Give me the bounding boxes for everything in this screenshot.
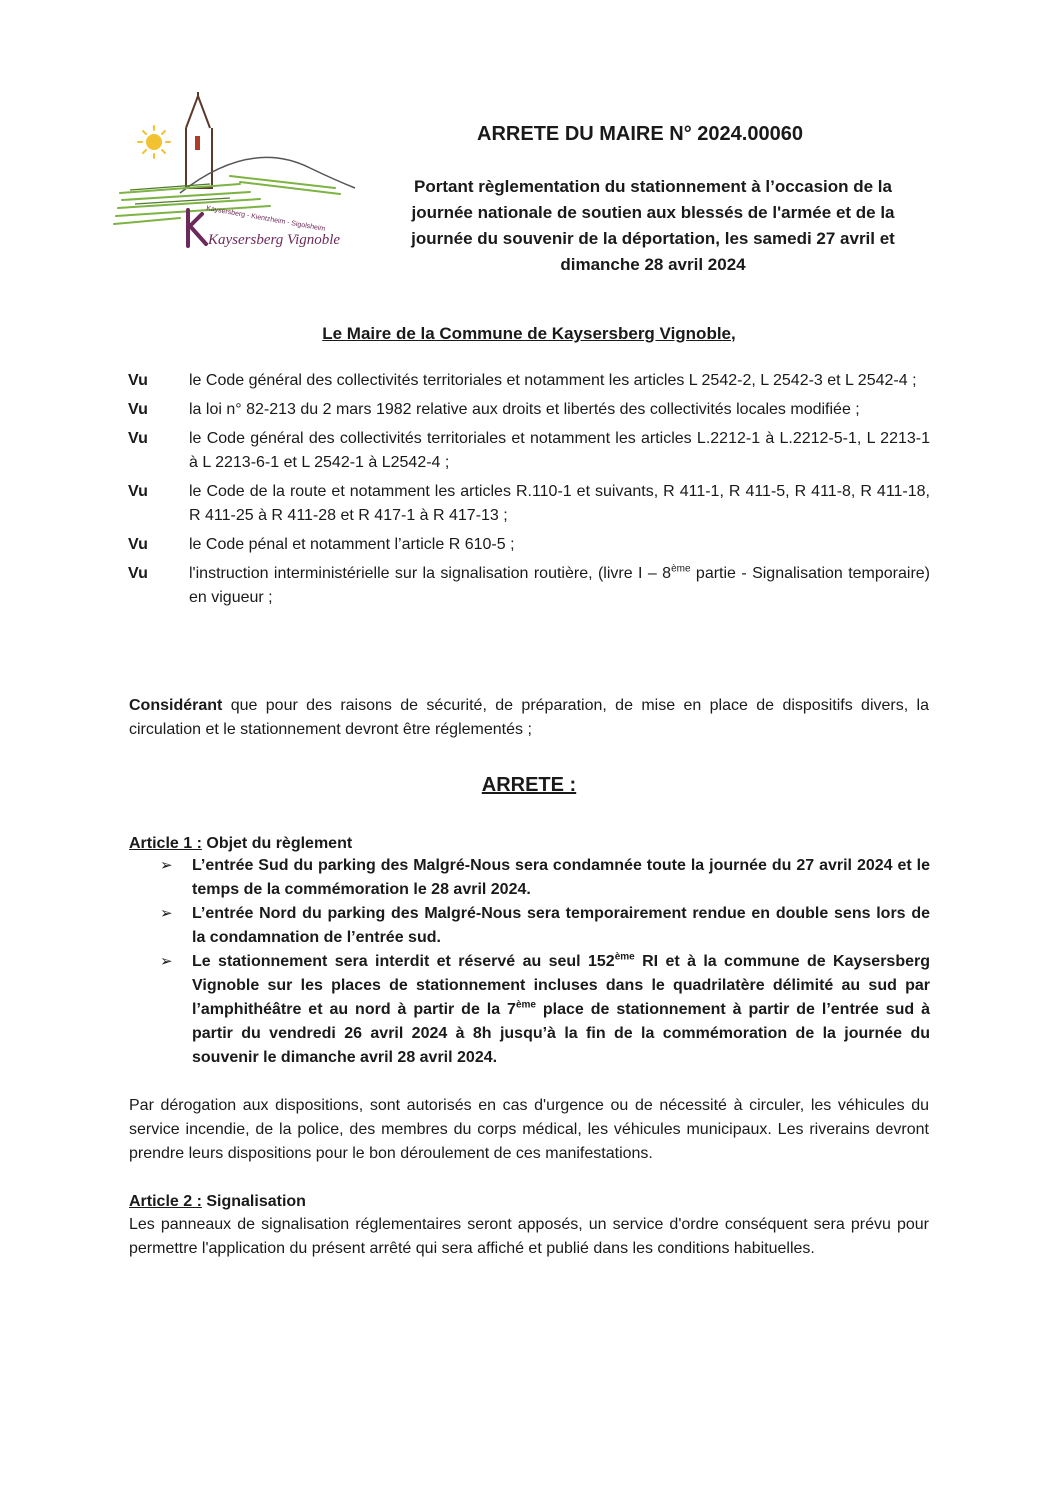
- considerant-text: que pour des raisons de sécurité, de préparation, de mise en place de dispositifs divers, la circulation et le stationnement devront être réglementés ;: [129, 697, 929, 738]
- logo-subtext: Kaysersberg - Kientzheim - Sigolsheim: [205, 205, 326, 233]
- bullet-text: [192, 950, 930, 1070]
- vu-item: [128, 562, 930, 610]
- article-2-heading: [129, 1190, 306, 1214]
- vu-item: [128, 398, 930, 422]
- article-2-title: Signalisation: [201, 1193, 306, 1210]
- commune-logo: [110, 88, 360, 253]
- list-item: [160, 950, 930, 1070]
- logo-name: Kaysersberg Vignoble: [208, 232, 341, 248]
- vu-item: [128, 427, 930, 475]
- vu-list: [128, 369, 930, 615]
- bullet-text-part: Le stationnement sera interdit et réservé au seul 152: [192, 953, 615, 970]
- article-1-title: Objet du règlement: [201, 835, 353, 852]
- considerant-paragraph: [129, 694, 929, 742]
- bullet-text: L’entrée Sud du parking des Malgré-Nous sera condamnée toute la journée du 27 avril 2024 et le temps de la commémoration le 28 avril 2024.: [192, 857, 930, 898]
- vu-text: le Code général des collectivités territoriales et notamment les articles L.2212-1 à L.2212-5-1, L 2213-1 à L 2213-6-1 et L 2542-1 à L2542-4 ;: [189, 430, 930, 471]
- arrete-heading: ARRETE :: [481, 774, 577, 796]
- vu-text: le Code de la route et notamment les articles R.110-1 et suivants, R 411-1, R 411-5, R 411-8, R 411-18, R 411-25 à R 411-28 et R 417-1 à R 417-13 ;: [189, 483, 930, 524]
- arrow-bullet-icon: ➢: [160, 857, 173, 874]
- vu-text: la loi n° 82-213 du 2 mars 1982 relative aux droits et libertés des collectivités locales modifiée ;: [189, 401, 860, 418]
- bullet-text-part: RI et à la commune de Kaysersberg Vignoble sur les places de stationnement incluses dans le quadrilatère délimité au sud par l’amphithéâtre et au nord à partir de la 7: [192, 953, 930, 1018]
- article-2-label: Article 2 :: [129, 1193, 202, 1210]
- vu-text: le Code général des collectivités territoriales et notamment les articles L 2542-2, L 2542-3 et L 2542-4 ;: [189, 372, 917, 389]
- derogation-paragraph: Par dérogation aux dispositions, sont autorisés en cas d'urgence ou de nécessité à circuler, les véhicules du service incendie, de la police, des membres du corps médical, les véhicules municipaux. Les riverains devront prendre leurs dispositions pour le bon déroulement de ces manifestations.: [129, 1097, 929, 1162]
- logo-graphic: [110, 88, 360, 253]
- vu-text-part: partie - Signalisation temporaire) en vigueur ;: [189, 565, 930, 606]
- vu-label: Vu: [128, 565, 148, 582]
- vu-label: Vu: [128, 536, 148, 553]
- decree-title: ARRETE DU MAIRE N° 2024.00060: [477, 123, 803, 145]
- vu-text: [189, 562, 930, 610]
- vu-item: [128, 480, 930, 528]
- vu-item: [128, 533, 930, 557]
- vu-label: Vu: [128, 401, 148, 418]
- arrow-bullet-icon: ➢: [160, 905, 173, 922]
- superscript: ème: [515, 999, 536, 1011]
- article-1-heading: [129, 832, 352, 856]
- list-item: [160, 854, 930, 902]
- article-2-text: Les panneaux de signalisation réglementaires seront apposés, un service d'ordre conséquent sera prévu pour permettre l'application du présent arrêté qui sera affiché et publié dans les conditions habituelles.: [129, 1216, 929, 1257]
- decree-subtitle: Portant règlementation du stationnement à l’occasion de la journée nationale de soutien aux blessés de l'armée et de la journée du souvenir de la déportation, les samedi 27 avril et dimanche 28 avril 2024: [411, 177, 895, 274]
- bullet-text-part: place de stationnement à partir de l’entrée sud à partir du vendredi 26 avril 2024 à 8h jusqu’à la fin de la commémoration de la journée du souvenir le dimanche avril 28 avril 2024.: [192, 1001, 930, 1066]
- vu-text-part: l'instruction interministérielle sur la signalisation routière, (livre I – 8: [189, 565, 672, 582]
- sun-icon: [138, 126, 170, 158]
- list-item: [160, 902, 930, 950]
- arrow-bullet-icon: ➢: [160, 953, 173, 970]
- considerant-label: Considérant: [129, 697, 223, 714]
- vu-label: Vu: [128, 430, 148, 447]
- vu-label: Vu: [128, 483, 148, 500]
- article-1-label: Article 1 :: [129, 835, 202, 852]
- vu-text: le Code pénal et notamment l’article R 610-5 ;: [189, 536, 515, 553]
- mayor-line: Le Maire de la Commune de Kaysersberg Vignoble,: [322, 324, 736, 343]
- article-1-bullets: [160, 854, 930, 1070]
- vu-label: Vu: [128, 372, 148, 389]
- superscript: ème: [614, 951, 635, 963]
- bullet-text: L’entrée Nord du parking des Malgré-Nous sera temporairement rendue en double sens lors de la condamnation de l’entrée sud.: [192, 905, 930, 946]
- vu-item: [128, 369, 930, 393]
- superscript: ème: [671, 563, 691, 575]
